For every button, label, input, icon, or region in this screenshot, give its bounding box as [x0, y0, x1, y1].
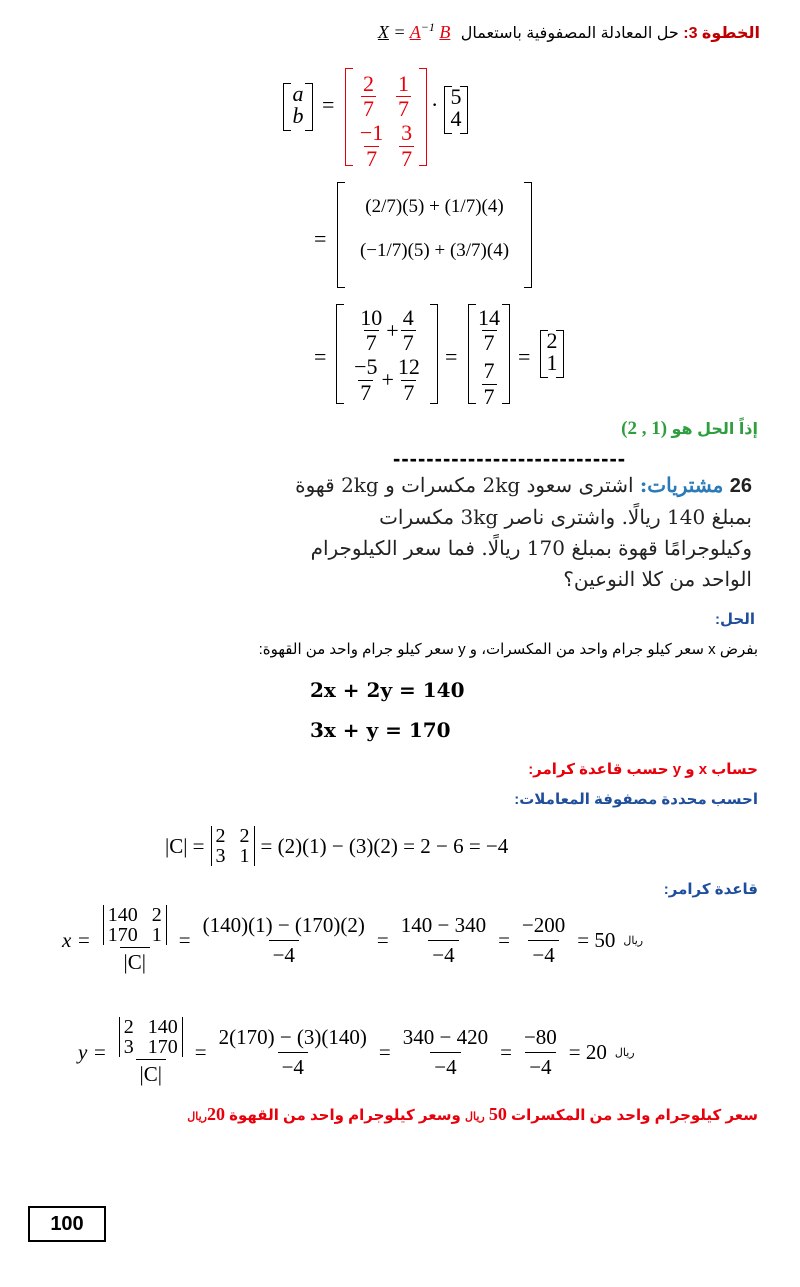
- step3-label: الخطوة 3:: [683, 25, 760, 42]
- step3-line: [378, 20, 760, 43]
- x-calculation: x = 140 2 170 1 |C| = $\frac{(140)(1) - (170)(2)}{-4}$ = $\frac{140 - 340}{-4}$ = $\frac{-200}{-4}$ = 50 ريال: [62, 904, 644, 974]
- determinant-title: احسب محددة مصفوفة المعاملات:: [514, 791, 758, 808]
- solution-label: الحل:: [715, 611, 755, 628]
- sum-matrix: $\frac{10}{7}$ + $\frac{4}{7}$ $\frac{-5}{7}$ + $\frac{12}{7}$: [336, 304, 438, 404]
- cramer-title: حساب x و y حسب قاعدة كرامر:: [528, 761, 758, 778]
- step3-text: حل المعادلة المصفوفية باستعمال: [460, 25, 679, 42]
- cramer-rule-label: قاعدة كرامر:: [663, 881, 758, 898]
- problem-text: اشترى سعود 2kg مكسرات و 2kg قهوة بمبلغ 140 ريالًا. واشترى ناصر 3kg مكسرات وكيلوجرامًا قهوة بمبلغ 170 ريالًا. فما سعر الكيلوجرام الواحد من كلا النوعين؟: [295, 473, 752, 591]
- step3-formula: $X = A^{-1}$ B: [377, 20, 451, 42]
- vector-ab: a b: [283, 83, 313, 131]
- assumption-text: بفرض x سعر كيلو جرام واحد من المكسرات، و y سعر كيلو جرام واحد من القهوة:: [258, 641, 758, 658]
- solution-pair-line: إذاً الحل هو (2 , 1): [621, 418, 758, 439]
- vector-rhs: 5 4: [444, 86, 468, 134]
- equation-1: 2x + 2y = 140: [310, 678, 465, 702]
- inverse-matrix: $\frac{2}{7}$ $\frac{1}{7}$ $\frac{-1}{7}$ $\frac{3}{7}$: [345, 68, 427, 166]
- problem-keyword: مشتريات:: [639, 473, 724, 497]
- coefficient-determinant: 2 2 3 1: [211, 826, 255, 866]
- page-number: 100: [28, 1206, 106, 1242]
- final-answer: سعر كيلوجرام واحد من المكسرات 50 ريال وسعر كيلوجرام واحد من القهوة 20ريال: [187, 1104, 758, 1124]
- problem-26: [292, 470, 752, 595]
- final-vector: 2 1: [540, 330, 564, 378]
- result-frac-matrix: $\frac{14}{7}$ $\frac{7}{7}$: [468, 304, 510, 404]
- problem-number: 26: [729, 475, 752, 497]
- determinant-line: |C| = 2 2 3 1 = (2)(1) − (3)(2) = 2 − 6 = −4: [165, 825, 509, 867]
- expanded-matrix: (2/7)(5) + (1/7)(4) (−1/7)(5) + (3/7)(4): [337, 182, 532, 288]
- y-calculation: y = 2 140 3 170 |C| = $\frac{2(170) - (3)(140)}{-4}$ = $\frac{340 - 420}{-4}$ = $\frac{-80}{-4}$ = 20 ريال: [78, 1016, 635, 1086]
- equation-2: 3x + y = 170: [310, 718, 451, 742]
- separator-dashes: ----------------------------: [393, 446, 627, 471]
